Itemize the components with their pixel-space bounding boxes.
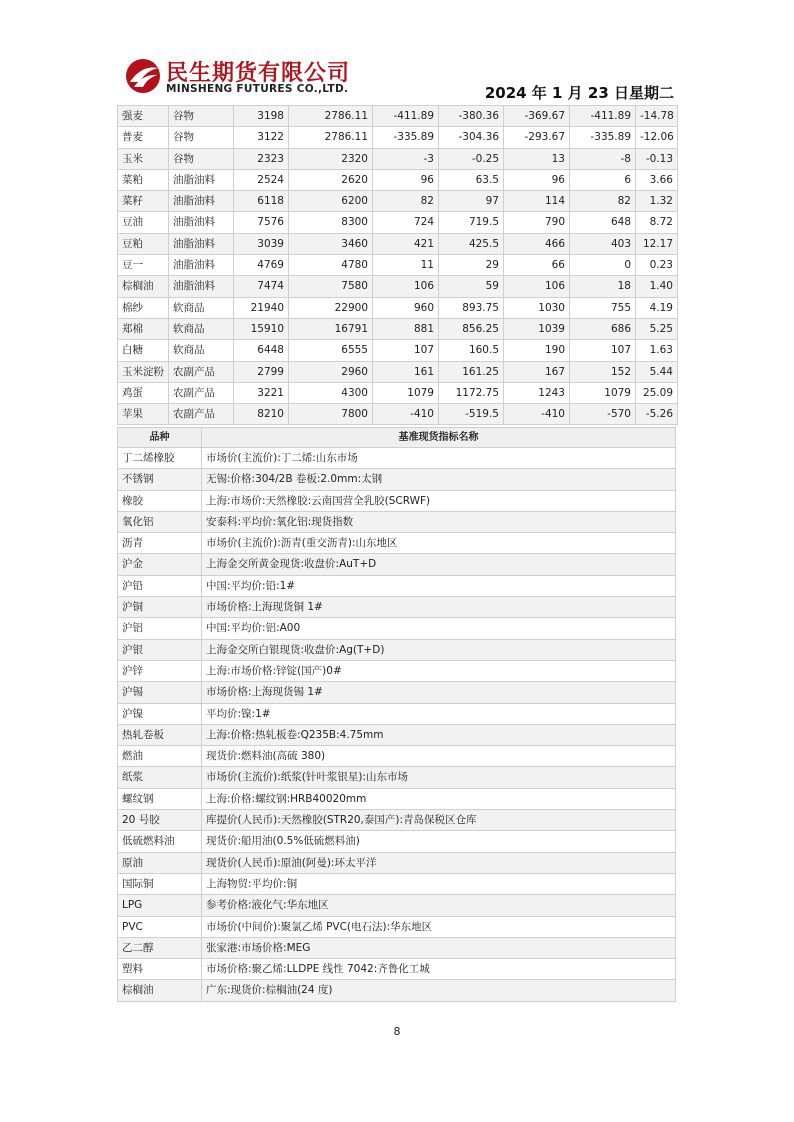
value-cell: 8210: [234, 404, 289, 425]
value-cell: 1039: [504, 318, 570, 339]
table-row: [118, 724, 676, 745]
value-cell: 4300: [289, 382, 373, 403]
value-cell: -0.13: [636, 148, 678, 169]
value-cell: 0: [570, 255, 636, 276]
value-cell: 1079: [373, 382, 439, 403]
category-cell: 农副产品: [169, 382, 234, 403]
table-row: [118, 959, 676, 980]
value-cell: 4.19: [636, 297, 678, 318]
variety-cell: 沪锡: [118, 682, 202, 703]
value-cell: 15910: [234, 318, 289, 339]
variety-cell: 沪金: [118, 554, 202, 575]
index-name-cell: 广东:现货价:棕榈油(24 度): [202, 980, 676, 1001]
index-name-cell: 市场价(主流价):纸浆(针叶浆银星):山东市场: [202, 767, 676, 788]
table-row: [118, 533, 676, 554]
value-cell: 2786.11: [289, 106, 373, 127]
value-cell: 425.5: [439, 233, 504, 254]
variety-cell: 沪镍: [118, 703, 202, 724]
value-cell: 3198: [234, 106, 289, 127]
category-cell: 油脂油料: [169, 233, 234, 254]
index-name-cell: 市场价格:聚乙烯:LLDPE 线性 7042:齐鲁化工城: [202, 959, 676, 980]
value-cell: 96: [373, 169, 439, 190]
value-cell: 7800: [289, 404, 373, 425]
value-cell: 7576: [234, 212, 289, 233]
variety-cell: 强麦: [118, 106, 169, 127]
value-cell: 8300: [289, 212, 373, 233]
value-cell: -3: [373, 148, 439, 169]
table-row: [118, 106, 678, 127]
company-name-en: MINSHENG FUTURES CO.,LTD.: [166, 83, 349, 95]
table-row: [118, 191, 678, 212]
table-row: [118, 937, 676, 958]
variety-cell: 氧化铝: [118, 511, 202, 532]
value-cell: 1079: [570, 382, 636, 403]
variety-cell: 沪铜: [118, 597, 202, 618]
table-row: [118, 511, 676, 532]
page-number: 8: [393, 1025, 401, 1038]
index-name-cell: 中国:平均价:铅:1#: [202, 575, 676, 596]
variety-cell: 原油: [118, 852, 202, 873]
index-name-cell: 市场价(主流价):沥青(重交沥青):山东地区: [202, 533, 676, 554]
benchmark-spot-index-table: [117, 427, 676, 1002]
index-name-cell: 无锡:价格:304/2B 卷板:2.0mm:太钢: [202, 469, 676, 490]
value-cell: 5.44: [636, 361, 678, 382]
index-name-cell: 参考价格:液化气:华东地区: [202, 895, 676, 916]
table-row: [118, 895, 676, 916]
table-row: [118, 788, 676, 809]
index-name-cell: 上海物贸:平均价:铜: [202, 873, 676, 894]
spot-price-table: [117, 105, 678, 425]
index-name-cell: 上海金交所黄金现货:收盘价:AuT+D: [202, 554, 676, 575]
column-header-index-name: 基准现货指标名称: [202, 428, 676, 448]
value-cell: 5.25: [636, 318, 678, 339]
table-row: [118, 233, 678, 254]
value-cell: 466: [504, 233, 570, 254]
table-row: [118, 810, 676, 831]
variety-cell: 不锈钢: [118, 469, 202, 490]
category-cell: 油脂油料: [169, 169, 234, 190]
value-cell: -519.5: [439, 404, 504, 425]
value-cell: 152: [570, 361, 636, 382]
category-cell: 谷物: [169, 127, 234, 148]
table-row: [118, 318, 678, 339]
value-cell: 893.75: [439, 297, 504, 318]
minsheng-logo-icon: [124, 56, 162, 96]
value-cell: 3122: [234, 127, 289, 148]
report-date: 2024 年 1 月 23 日星期二: [484, 84, 674, 102]
variety-cell: 丁二烯橡胶: [118, 448, 202, 469]
variety-cell: 低硫燃料油: [118, 831, 202, 852]
category-cell: 谷物: [169, 106, 234, 127]
variety-cell: 乙二醇: [118, 937, 202, 958]
value-cell: 13: [504, 148, 570, 169]
index-name-cell: 上海金交所白银现货:收盘价:Ag(T+D): [202, 639, 676, 660]
value-cell: 107: [373, 340, 439, 361]
value-cell: -8: [570, 148, 636, 169]
category-cell: 软商品: [169, 318, 234, 339]
table-row: [118, 852, 676, 873]
value-cell: 7474: [234, 276, 289, 297]
table-row: [118, 980, 676, 1001]
value-cell: 6555: [289, 340, 373, 361]
table-row: [118, 169, 678, 190]
index-name-cell: 平均价:镍:1#: [202, 703, 676, 724]
variety-cell: 棕榈油: [118, 276, 169, 297]
value-cell: 66: [504, 255, 570, 276]
value-cell: 3460: [289, 233, 373, 254]
index-name-cell: 库提价(人民币):天然橡胶(STR20,泰国产):青岛保税区仓库: [202, 810, 676, 831]
value-cell: 16791: [289, 318, 373, 339]
table-row: [118, 340, 678, 361]
value-cell: 82: [570, 191, 636, 212]
table-row: [118, 212, 678, 233]
value-cell: 167: [504, 361, 570, 382]
value-cell: 2524: [234, 169, 289, 190]
index-name-cell: 安泰科:平均价:氧化铝:现货指数: [202, 511, 676, 532]
value-cell: 2960: [289, 361, 373, 382]
value-cell: -335.89: [570, 127, 636, 148]
value-cell: 403: [570, 233, 636, 254]
value-cell: 3039: [234, 233, 289, 254]
category-cell: 油脂油料: [169, 212, 234, 233]
value-cell: -410: [504, 404, 570, 425]
variety-cell: 豆油: [118, 212, 169, 233]
value-cell: 1030: [504, 297, 570, 318]
value-cell: -570: [570, 404, 636, 425]
variety-cell: 国际铜: [118, 873, 202, 894]
value-cell: 161: [373, 361, 439, 382]
value-cell: 106: [504, 276, 570, 297]
variety-cell: 沪锌: [118, 660, 202, 681]
value-cell: 3.66: [636, 169, 678, 190]
value-cell: 160.5: [439, 340, 504, 361]
value-cell: -12.06: [636, 127, 678, 148]
category-cell: 软商品: [169, 340, 234, 361]
value-cell: -411.89: [570, 106, 636, 127]
index-name-cell: 现货价:燃料油(高硫 380): [202, 746, 676, 767]
value-cell: 96: [504, 169, 570, 190]
value-cell: 3221: [234, 382, 289, 403]
table-header-row: [118, 428, 676, 448]
value-cell: -411.89: [373, 106, 439, 127]
table-row: [118, 276, 678, 297]
value-cell: 22900: [289, 297, 373, 318]
value-cell: 1.40: [636, 276, 678, 297]
table-row: [118, 831, 676, 852]
value-cell: 106: [373, 276, 439, 297]
table-row: [118, 873, 676, 894]
value-cell: 11: [373, 255, 439, 276]
index-name-cell: 现货价:船用油(0.5%低硫燃料油): [202, 831, 676, 852]
index-name-cell: 上海:价格:螺纹钢:HRB40020mm: [202, 788, 676, 809]
value-cell: 421: [373, 233, 439, 254]
variety-cell: 塑料: [118, 959, 202, 980]
value-cell: 97: [439, 191, 504, 212]
value-cell: 4769: [234, 255, 289, 276]
variety-cell: 玉米: [118, 148, 169, 169]
value-cell: 686: [570, 318, 636, 339]
variety-cell: 白糖: [118, 340, 169, 361]
value-cell: 25.09: [636, 382, 678, 403]
variety-cell: 玉米淀粉: [118, 361, 169, 382]
index-name-cell: 市场价格:上海现货铜 1#: [202, 597, 676, 618]
value-cell: 12.17: [636, 233, 678, 254]
table-row: [118, 404, 678, 425]
value-cell: 6118: [234, 191, 289, 212]
category-cell: 油脂油料: [169, 255, 234, 276]
value-cell: 18: [570, 276, 636, 297]
value-cell: -5.26: [636, 404, 678, 425]
index-name-cell: 市场价格:上海现货锡 1#: [202, 682, 676, 703]
table-row: [118, 575, 676, 596]
variety-cell: LPG: [118, 895, 202, 916]
value-cell: 82: [373, 191, 439, 212]
table-row: [118, 639, 676, 660]
category-cell: 农副产品: [169, 361, 234, 382]
company-name-cn: 民生期货有限公司: [166, 61, 351, 86]
value-cell: 719.5: [439, 212, 504, 233]
value-cell: 4780: [289, 255, 373, 276]
value-cell: 755: [570, 297, 636, 318]
value-cell: 190: [504, 340, 570, 361]
value-cell: 960: [373, 297, 439, 318]
variety-cell: 菜籽: [118, 191, 169, 212]
table-row: [118, 554, 676, 575]
index-name-cell: 市场价(主流价):丁二烯:山东市场: [202, 448, 676, 469]
table-row: [118, 297, 678, 318]
variety-cell: 豆一: [118, 255, 169, 276]
variety-cell: 橡胶: [118, 490, 202, 511]
value-cell: 1243: [504, 382, 570, 403]
category-cell: 油脂油料: [169, 191, 234, 212]
index-name-cell: 上海:市场价格:锌锭(国产)0#: [202, 660, 676, 681]
value-cell: 2620: [289, 169, 373, 190]
value-cell: -304.36: [439, 127, 504, 148]
variety-cell: 普麦: [118, 127, 169, 148]
value-cell: 114: [504, 191, 570, 212]
variety-cell: 热轧卷板: [118, 724, 202, 745]
value-cell: 2320: [289, 148, 373, 169]
value-cell: -14.78: [636, 106, 678, 127]
value-cell: -0.25: [439, 148, 504, 169]
variety-cell: PVC: [118, 916, 202, 937]
variety-cell: 鸡蛋: [118, 382, 169, 403]
value-cell: 1172.75: [439, 382, 504, 403]
variety-cell: 棕榈油: [118, 980, 202, 1001]
table-row: [118, 703, 676, 724]
table-row: [118, 382, 678, 403]
variety-cell: 苹果: [118, 404, 169, 425]
table-row: [118, 361, 678, 382]
value-cell: 63.5: [439, 169, 504, 190]
variety-cell: 螺纹钢: [118, 788, 202, 809]
page-header: [124, 56, 674, 102]
table-row: [118, 255, 678, 276]
value-cell: 6200: [289, 191, 373, 212]
category-cell: 农副产品: [169, 404, 234, 425]
value-cell: 2786.11: [289, 127, 373, 148]
variety-cell: 沥青: [118, 533, 202, 554]
table-row: [118, 682, 676, 703]
value-cell: -293.67: [504, 127, 570, 148]
value-cell: 29: [439, 255, 504, 276]
index-name-cell: 中国:平均价:铝:A00: [202, 618, 676, 639]
table-row: [118, 148, 678, 169]
table-row: [118, 618, 676, 639]
value-cell: 724: [373, 212, 439, 233]
table-row: [118, 746, 676, 767]
category-cell: 谷物: [169, 148, 234, 169]
value-cell: 59: [439, 276, 504, 297]
value-cell: 856.25: [439, 318, 504, 339]
index-name-cell: 张家港:市场价格:MEG: [202, 937, 676, 958]
variety-cell: 沪铝: [118, 618, 202, 639]
table-row: [118, 490, 676, 511]
value-cell: 790: [504, 212, 570, 233]
variety-cell: 沪银: [118, 639, 202, 660]
value-cell: -369.67: [504, 106, 570, 127]
value-cell: 7580: [289, 276, 373, 297]
table-row: [118, 448, 676, 469]
table-row: [118, 660, 676, 681]
variety-cell: 豆粕: [118, 233, 169, 254]
value-cell: 1.32: [636, 191, 678, 212]
variety-cell: 燃油: [118, 746, 202, 767]
value-cell: 2323: [234, 148, 289, 169]
table-row: [118, 127, 678, 148]
column-header-variety: 品种: [118, 428, 202, 448]
category-cell: 油脂油料: [169, 276, 234, 297]
variety-cell: 郑棉: [118, 318, 169, 339]
value-cell: 1.63: [636, 340, 678, 361]
index-name-cell: 市场价(中间价):聚氯乙烯 PVC(电石法):华东地区: [202, 916, 676, 937]
table-row: [118, 597, 676, 618]
table-row: [118, 767, 676, 788]
index-name-cell: 上海:价格:热轧板卷:Q235B:4.75mm: [202, 724, 676, 745]
table-row: [118, 469, 676, 490]
value-cell: 6448: [234, 340, 289, 361]
index-name-cell: 现货价(人民币):原油(阿曼):环太平洋: [202, 852, 676, 873]
value-cell: 8.72: [636, 212, 678, 233]
table-row: [118, 916, 676, 937]
value-cell: 21940: [234, 297, 289, 318]
index-name-cell: 上海:市场价:天然橡胶:云南国营全乳胶(SCRWF): [202, 490, 676, 511]
value-cell: 161.25: [439, 361, 504, 382]
value-cell: 107: [570, 340, 636, 361]
variety-cell: 菜粕: [118, 169, 169, 190]
variety-cell: 20 号胶: [118, 810, 202, 831]
value-cell: 2799: [234, 361, 289, 382]
variety-cell: 棉纱: [118, 297, 169, 318]
value-cell: -380.36: [439, 106, 504, 127]
category-cell: 软商品: [169, 297, 234, 318]
value-cell: -410: [373, 404, 439, 425]
value-cell: -335.89: [373, 127, 439, 148]
value-cell: 6: [570, 169, 636, 190]
value-cell: 881: [373, 318, 439, 339]
value-cell: 648: [570, 212, 636, 233]
variety-cell: 纸浆: [118, 767, 202, 788]
value-cell: 0.23: [636, 255, 678, 276]
variety-cell: 沪铅: [118, 575, 202, 596]
